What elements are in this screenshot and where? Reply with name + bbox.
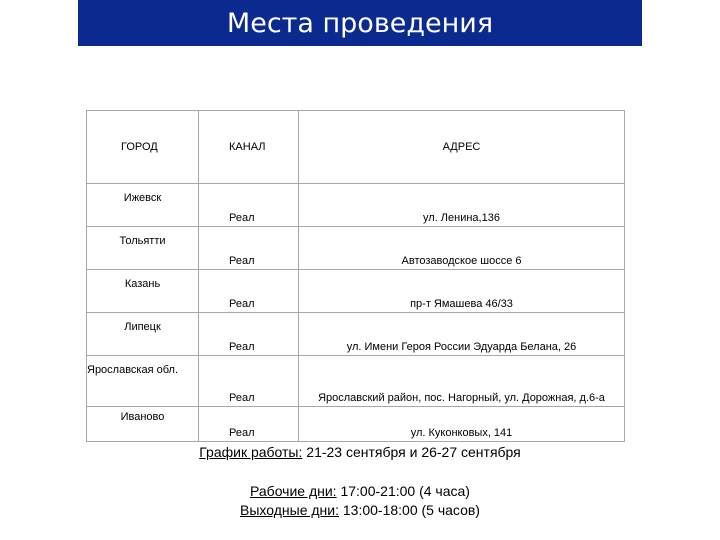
city-cell: Ярославская обл. [87, 356, 199, 407]
table-row [87, 270, 625, 313]
address-cell: ул. Имени Героя России Эдуарда Белана, 26 [299, 313, 625, 356]
schedule-workdays [0, 483, 720, 499]
channel-cell: Реал [199, 184, 299, 227]
venues-table [86, 110, 625, 442]
header-channel: КАНАЛ [199, 111, 299, 184]
weekends-label: Выходные дни: [240, 502, 339, 518]
city-cell: Липецк [87, 313, 199, 356]
table-row [87, 227, 625, 270]
channel-cell: Реал [199, 227, 299, 270]
table-row [87, 313, 625, 356]
address-cell: Автозаводское шоссе 6 [299, 227, 625, 270]
page-title: Места проведения [226, 7, 494, 39]
city-cell: Ижевск [87, 184, 199, 227]
schedule-dates [0, 444, 720, 460]
address-cell: ул. Куконковых, 141 [299, 407, 625, 442]
channel-cell: Реал [199, 356, 299, 407]
channel-cell: Реал [199, 313, 299, 356]
schedule-value: 21-23 сентября и 26-27 сентября [302, 444, 521, 460]
schedule-weekends [0, 502, 720, 518]
table-row [87, 184, 625, 227]
header-address: АДРЕС [299, 111, 625, 184]
workdays-label: Рабочие дни: [250, 483, 337, 499]
schedule-label: График работы: [199, 444, 303, 460]
city-cell: Тольятти [87, 227, 199, 270]
address-cell: Ярославский район, пос. Нагорный, ул. Дорожная, д.6-а [299, 356, 625, 407]
table-header-row [87, 111, 625, 184]
weekends-value: 13:00-18:00 (5 часов) [339, 502, 480, 518]
channel-cell: Реал [199, 270, 299, 313]
city-cell: Казань [87, 270, 199, 313]
channel-cell: Реал [199, 407, 299, 442]
address-cell: пр-т Ямашева 46/33 [299, 270, 625, 313]
table-row [87, 407, 625, 442]
city-cell: Иваново [87, 407, 199, 442]
table-row [87, 356, 625, 407]
address-cell: ул. Ленина,136 [299, 184, 625, 227]
title-bar [78, 0, 642, 46]
workdays-value: 17:00-21:00 (4 часа) [336, 483, 470, 499]
header-city: ГОРОД [87, 111, 199, 184]
